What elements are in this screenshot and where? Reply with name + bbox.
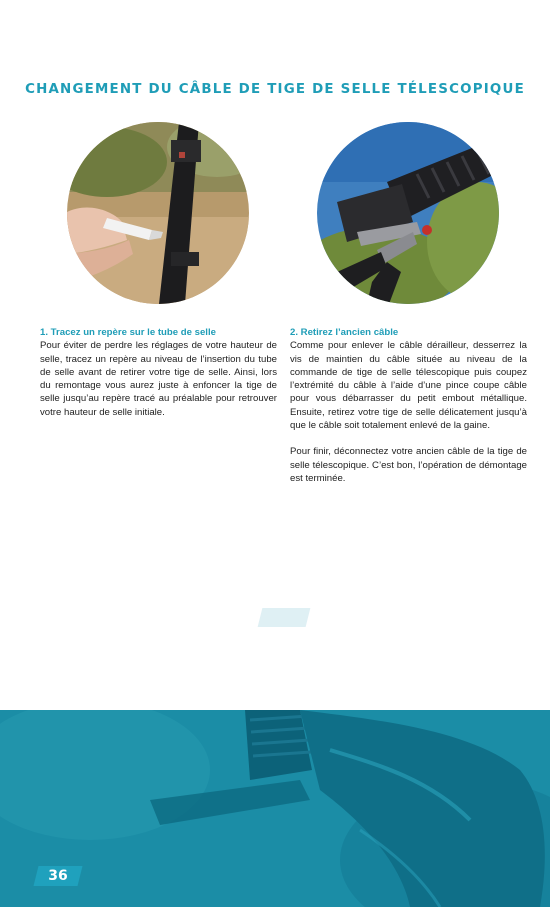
step-1-paragraph: Pour éviter de perdre les réglages de votre hauteur de selle, tracez un repère au niveau de l’insertion du tube de selle avant de retirer votre tige de selle. Ainsi, lors du remontage vous aurez juste à enfoncer la tige de selle jusqu’au repère tracé au préalable pour retrouver votre hauteur de selle initiale. <box>40 340 277 418</box>
step-2-paragraph-2: Pour finir, déconnectez votre ancien câble de la tige de selle télescopique. C’est bon, l’opération de démontage est terminée. <box>290 446 527 484</box>
cable-cutting-photo <box>317 122 499 304</box>
step-2-paragraph-1: Comme pour enlever le câble dérailleur, desserrez la vis de maintien du câble située au niveau de la commande de tige de selle télescopique puis coupez l’extrémité du câble à l’aide d’une pince coupe câble pour vous débarrasser du petit embout métallique. Ensuite, retirez votre tige de selle délicatement jusqu’à que le câble soit totalement enlevé de la gaine. <box>290 340 527 432</box>
page-number: 36 <box>48 868 68 884</box>
step-1 <box>40 326 277 419</box>
step-2 <box>290 326 527 485</box>
seat-post-marking-photo <box>67 122 249 304</box>
page-title: CHANGEMENT DU CÂBLE DE TIGE DE SELLE TÉLESCOPIQUE <box>25 82 525 97</box>
step-1-heading: 1. Tracez un repère sur le tube de selle <box>40 327 216 338</box>
decorative-parallelogram <box>258 608 311 627</box>
footer-photo-banner <box>0 710 550 907</box>
step-2-heading: 2. Retirez l’ancien câble <box>290 327 399 338</box>
